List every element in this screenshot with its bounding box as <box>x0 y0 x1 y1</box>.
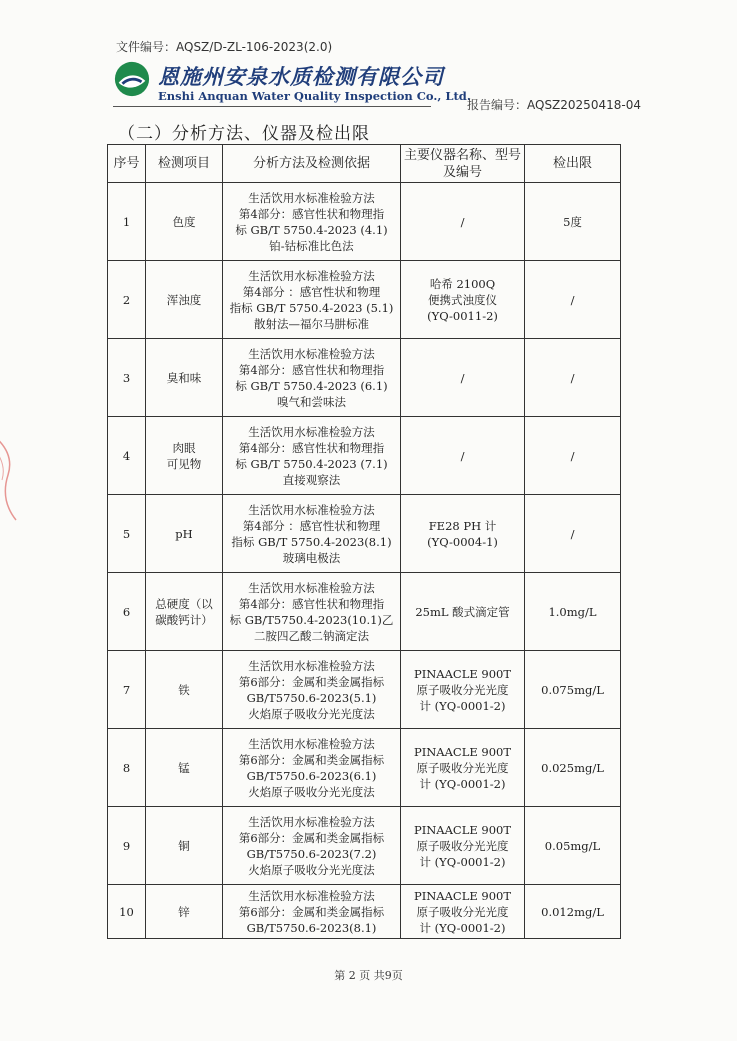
cell-instrument-line: (YQ-0004-1) <box>427 534 498 549</box>
cell-method-line: 标 GB/T 5750.4-2023 (7.1) <box>235 456 388 471</box>
cell-instrument-line: / <box>460 448 465 463</box>
cell-method-line: 生活饮用水标准检验方法 <box>248 424 375 439</box>
page-footer: 第 2 页 共9页 <box>334 969 403 982</box>
cell-method-line: 生活饮用水标准检验方法 <box>248 658 375 673</box>
cell-no: 1 <box>108 183 146 261</box>
table-header-row <box>108 145 621 183</box>
seal-stamp <box>0 420 20 530</box>
cell-method-line: 第4部分 ：感官性状和物理 <box>242 518 381 533</box>
cell-instrument <box>401 261 525 339</box>
cell-no: 9 <box>108 807 146 885</box>
cell-no: 2 <box>108 261 146 339</box>
company-name-cn: 恩施州安泉水质检测有限公司 <box>158 64 444 89</box>
cell-item-line: 铜 <box>178 838 190 853</box>
cell-no: 3 <box>108 339 146 417</box>
table-row <box>108 495 621 573</box>
methods-table <box>107 144 621 939</box>
table-row <box>108 729 621 807</box>
cell-method-line: 直接观察法 <box>282 472 341 487</box>
company-name-en: Enshi Anquan Water Quality Inspection Co., Ltd. <box>158 89 471 103</box>
cell-instrument-line: 计 (YQ-0001-2) <box>419 920 506 935</box>
cell-instrument-line: PINAACLE 900T <box>413 822 512 837</box>
cell-method <box>223 495 401 573</box>
cell-method-line: 第4部分：感官性状和物理指 <box>238 362 385 377</box>
cell-method-line: 第6部分：金属和类金属指标 <box>238 752 385 767</box>
header-limit: 检出限 <box>525 145 621 183</box>
cell-item <box>146 183 223 261</box>
cell-instrument-line: PINAACLE 900T <box>413 744 512 759</box>
cell-item-line: 锰 <box>178 760 190 775</box>
header-method: 分析方法及检测依据 <box>223 145 401 183</box>
cell-item <box>146 339 223 417</box>
section-title: （二）分析方法、仪器及检出限 <box>118 124 370 144</box>
cell-item <box>146 495 223 573</box>
cell-item-line: 碳酸钙计） <box>155 612 213 627</box>
cell-instrument-line: PINAACLE 900T <box>413 888 512 903</box>
cell-instrument-line: 原子吸收分光光度 <box>416 838 509 853</box>
cell-method-line: 生活饮用水标准检验方法 <box>248 814 375 829</box>
cell-method-line: 散射法—福尔马肼标准 <box>254 316 369 331</box>
cell-instrument-line: (YQ-0011-2) <box>427 308 498 323</box>
cell-method-line: 生活饮用水标准检验方法 <box>248 502 375 517</box>
cell-limit: 0.075mg/L <box>525 651 621 729</box>
cell-method-line: 生活饮用水标准检验方法 <box>248 268 375 283</box>
cell-limit: / <box>525 261 621 339</box>
cell-instrument-line: 计 (YQ-0001-2) <box>419 854 506 869</box>
cell-instrument-line: / <box>460 214 465 229</box>
cell-method-line: 第4部分 ：感官性状和物理 <box>242 284 381 299</box>
table-row <box>108 183 621 261</box>
report-number: 报告编号：AQSZ20250418-04 <box>467 98 641 112</box>
cell-method-line: GB/T5750.6-2023(8.1) <box>246 920 377 935</box>
cell-instrument <box>401 183 525 261</box>
cell-item <box>146 807 223 885</box>
cell-limit: 0.012mg/L <box>525 885 621 939</box>
cell-item <box>146 261 223 339</box>
cell-method-line: 第4部分：感官性状和物理指 <box>238 596 385 611</box>
cell-instrument <box>401 729 525 807</box>
cell-instrument <box>401 573 525 651</box>
cell-limit: 0.025mg/L <box>525 729 621 807</box>
cell-item-line: 总硬度（以 <box>155 596 213 611</box>
cell-method <box>223 573 401 651</box>
cell-method-line: 二胺四乙酸二钠滴定法 <box>254 628 369 643</box>
file-number: 文件编号：AQSZ/D-ZL-106-2023(2.0) <box>116 40 333 54</box>
cell-method-line: 生活饮用水标准检验方法 <box>248 888 375 903</box>
cell-method-line: 生活饮用水标准检验方法 <box>248 580 375 595</box>
cell-item <box>146 417 223 495</box>
cell-limit: 5度 <box>525 183 621 261</box>
table-row <box>108 885 621 939</box>
cell-method-line: GB/T5750.6-2023(6.1) <box>246 768 377 783</box>
table-row <box>108 339 621 417</box>
cell-instrument-line: 原子吸收分光光度 <box>416 682 509 697</box>
cell-method-line: 生活饮用水标准检验方法 <box>248 190 375 205</box>
cell-item-line: 锌 <box>178 904 190 919</box>
table-row <box>108 573 621 651</box>
cell-instrument-line: 哈希 2100Q <box>429 276 496 291</box>
cell-item <box>146 573 223 651</box>
cell-instrument-line: 计 (YQ-0001-2) <box>419 776 506 791</box>
cell-method-line: 第4部分：感官性状和物理指 <box>238 206 385 221</box>
cell-instrument <box>401 495 525 573</box>
cell-instrument <box>401 339 525 417</box>
cell-no: 4 <box>108 417 146 495</box>
cell-method-line: GB/T5750.6-2023(7.2) <box>246 846 377 861</box>
cell-limit: 0.05mg/L <box>525 807 621 885</box>
cell-no: 8 <box>108 729 146 807</box>
cell-instrument-line: FE28 PH 计 <box>428 518 497 533</box>
cell-method-line: 玻璃电极法 <box>282 550 341 565</box>
cell-limit: / <box>525 495 621 573</box>
cell-instrument <box>401 417 525 495</box>
cell-no: 10 <box>108 885 146 939</box>
company-logo-icon <box>113 60 151 98</box>
cell-method <box>223 183 401 261</box>
cell-item-line: 臭和味 <box>166 370 202 385</box>
cell-method-line: 生活饮用水标准检验方法 <box>248 736 375 751</box>
header-item: 检测项目 <box>146 145 223 183</box>
table-row <box>108 807 621 885</box>
cell-method-line: 标 GB/T 5750.4-2023 (4.1) <box>235 222 388 237</box>
cell-instrument-line: 原子吸收分光光度 <box>416 904 509 919</box>
cell-method-line: 标 GB/T 5750.4-2023 (6.1) <box>235 378 388 393</box>
table-row <box>108 261 621 339</box>
cell-limit: / <box>525 417 621 495</box>
cell-item-line: 肉眼 <box>172 440 196 455</box>
cell-method-line: 生活饮用水标准检验方法 <box>248 346 375 361</box>
cell-limit: 1.0mg/L <box>525 573 621 651</box>
cell-method-line: 指标 GB/T 5750.4-2023 (5.1) <box>229 300 394 315</box>
cell-instrument-line: 25mL 酸式滴定管 <box>415 604 510 619</box>
cell-method-line: 标 GB/T5750.4-2023(10.1)乙 <box>229 612 394 627</box>
cell-method <box>223 339 401 417</box>
table-row <box>108 651 621 729</box>
cell-method-line: 第6部分：金属和类金属指标 <box>238 904 385 919</box>
header-instrument: 主要仪器名称、型号及编号 <box>401 145 525 183</box>
cell-instrument-line: / <box>460 370 465 385</box>
cell-limit: / <box>525 339 621 417</box>
cell-method-line: 火焰原子吸收分光光度法 <box>248 784 375 799</box>
cell-method-line: 指标 GB/T 5750.4-2023(8.1) <box>231 534 392 549</box>
cell-item-line: 铁 <box>178 682 190 697</box>
cell-method-line: 第6部分：金属和类金属指标 <box>238 674 385 689</box>
cell-method-line: GB/T5750.6-2023(5.1) <box>246 690 377 705</box>
cell-method <box>223 261 401 339</box>
header-no: 序号 <box>108 145 146 183</box>
cell-item <box>146 885 223 939</box>
cell-method-line: 第6部分：金属和类金属指标 <box>238 830 385 845</box>
cell-method <box>223 651 401 729</box>
cell-no: 7 <box>108 651 146 729</box>
cell-item-line: 可见物 <box>166 456 202 471</box>
cell-method-line: 铂-钴标准比色法 <box>269 238 354 253</box>
cell-no: 6 <box>108 573 146 651</box>
cell-instrument-line: 计 (YQ-0001-2) <box>419 698 506 713</box>
cell-instrument-line: PINAACLE 900T <box>413 666 512 681</box>
cell-item <box>146 651 223 729</box>
cell-method <box>223 417 401 495</box>
cell-no: 5 <box>108 495 146 573</box>
table-row <box>108 417 621 495</box>
cell-method <box>223 885 401 939</box>
cell-instrument-line: 便携式浊度仪 <box>428 292 497 307</box>
cell-instrument-line: 原子吸收分光光度 <box>416 760 509 775</box>
cell-instrument <box>401 885 525 939</box>
cell-item-line: 色度 <box>172 214 196 229</box>
cell-item <box>146 729 223 807</box>
cell-method-line: 火焰原子吸收分光光度法 <box>248 862 375 877</box>
cell-method-line: 第4部分：感官性状和物理指 <box>238 440 385 455</box>
cell-instrument <box>401 807 525 885</box>
cell-instrument <box>401 651 525 729</box>
header-divider <box>113 106 431 107</box>
cell-item-line: pH <box>175 526 193 541</box>
cell-method-line: 火焰原子吸收分光光度法 <box>248 706 375 721</box>
cell-method <box>223 729 401 807</box>
cell-method <box>223 807 401 885</box>
cell-method-line: 嗅气和尝味法 <box>277 394 346 409</box>
cell-item-line: 浑浊度 <box>166 292 202 307</box>
